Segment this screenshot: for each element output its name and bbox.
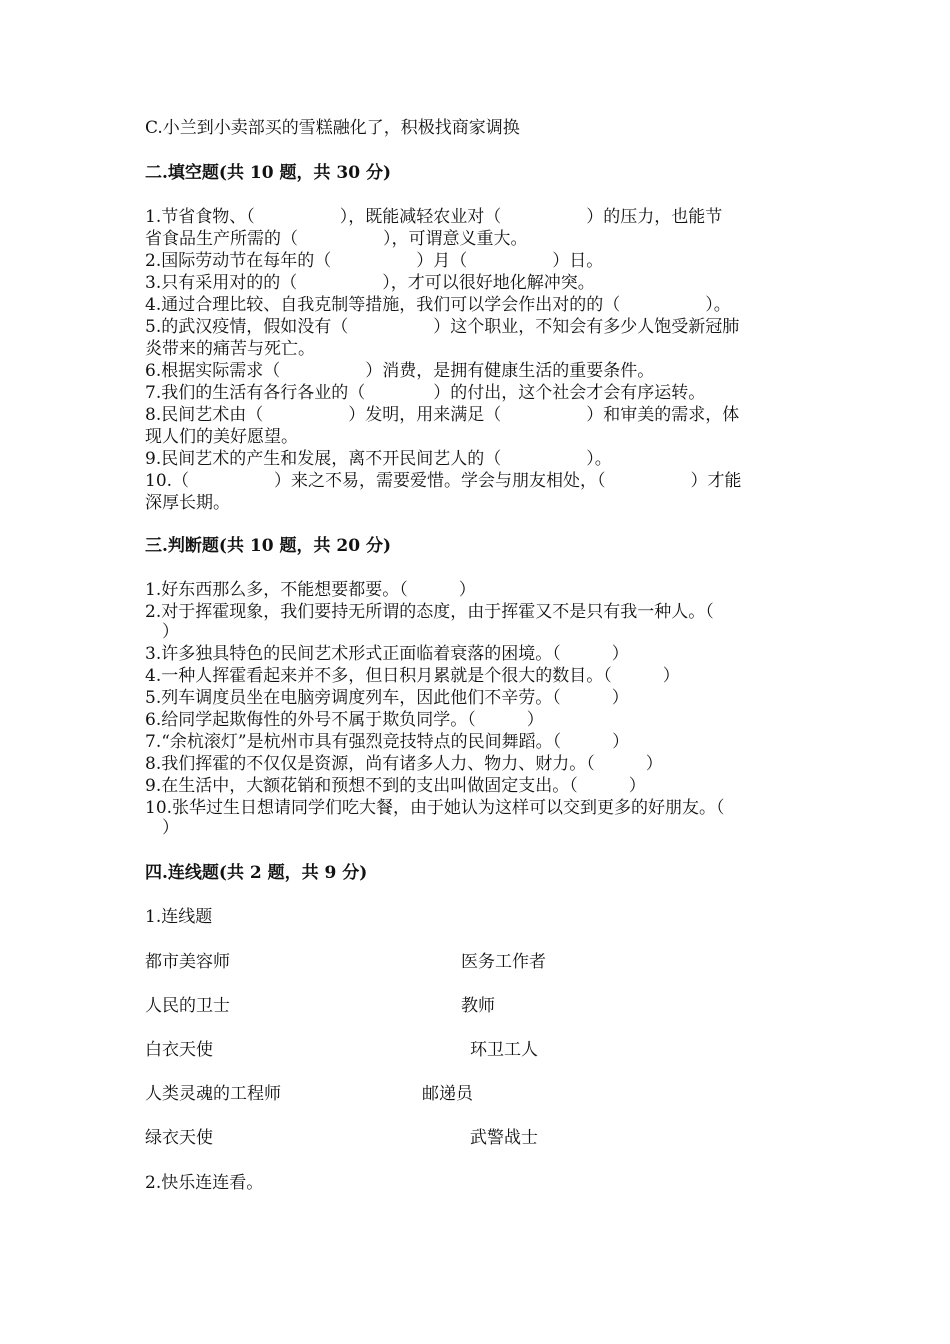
matching-q1-title: 1.连线题: [145, 907, 213, 927]
fill-line: 8.民间艺术由（ ）发明，用来满足（ ）和审美的需求，体: [145, 405, 740, 425]
judge-line: 10.张华过生日想请同学们吃大餐，由于她认为这样可以交到更多的好朋友。（: [145, 798, 725, 818]
match-right-item[interactable]: 教师: [461, 996, 495, 1016]
matching-q2-title: 2.快乐连连看。: [145, 1173, 264, 1193]
judge-line: ）: [145, 622, 179, 642]
judge-line: ）: [145, 818, 179, 838]
match-right-item[interactable]: 邮递员: [422, 1084, 473, 1104]
judge-line: 6.给同学起欺侮性的外号不属于欺负同学。（ ）: [145, 710, 544, 730]
match-right-item[interactable]: 医务工作者: [461, 952, 546, 972]
judge-line: 7.“余杭滚灯”是杭州市具有强烈竞技特点的民间舞蹈。（ ）: [145, 732, 630, 752]
match-left-item[interactable]: 人类灵魂的工程师: [145, 1084, 281, 1104]
fill-line: 10.（ ）来之不易，需要爱惜。学会与朋友相处，（ ）才能: [145, 471, 742, 491]
fill-line: 省食品生产所需的（ ），可谓意义重大。: [145, 229, 528, 249]
judge-line: 5.列车调度员坐在电脑旁调度列车，因此他们不辛劳。（ ）: [145, 688, 629, 708]
judge-line: 3.许多独具特色的民间艺术形式正面临着衰落的困境。（ ）: [145, 644, 629, 664]
fill-line: 4.通过合理比较、自我克制等措施，我们可以学会作出对的的（ ）。: [145, 295, 731, 315]
fill-line: 炎带来的痛苦与死亡。: [145, 339, 315, 359]
fill-line: 深厚长期。: [145, 493, 230, 513]
fill-line: 现人们的美好愿望。: [145, 427, 298, 447]
fill-line: 3.只有采用对的的（ ），才可以很好地化解冲突。: [145, 273, 595, 293]
judge-line: 8.我们挥霍的不仅仅是资源，尚有诸多人力、物力、财力。（ ）: [145, 754, 663, 774]
fill-line: 6.根据实际需求（ ）消费，是拥有健康生活的重要条件。: [145, 361, 655, 381]
match-left-item[interactable]: 人民的卫士: [145, 996, 230, 1016]
match-left-item[interactable]: 白衣天使: [145, 1040, 213, 1060]
fill-line: 9.民间艺术的产生和发展，离不开民间艺人的（ ）。: [145, 449, 612, 469]
judge-line: 4.一种人挥霍看起来并不多，但日积月累就是个很大的数目。（ ）: [145, 666, 680, 686]
fill-line: 1.节省食物、（ ），既能减轻农业对（ ）的压力，也能节: [145, 207, 723, 227]
judge-line: 9.在生活中，大额花销和预想不到的支出叫做固定支出。（ ）: [145, 776, 646, 796]
fill-line: 7.我们的生活有各行各业的（ ）的付出，这个社会才会有序运转。: [145, 383, 706, 403]
match-right-item[interactable]: 武警战士: [470, 1128, 538, 1148]
fill-blank-heading: 二.填空题(共 10 题，共 30 分): [145, 163, 391, 183]
previous-question-option-c: C.小兰到小卖部买的雪糕融化了，积极找商家调换: [145, 118, 520, 138]
judge-line: 2.对于挥霍现象，我们要持无所谓的态度，由于挥霍又不是只有我一种人。（: [145, 602, 714, 622]
fill-line: 5.的武汉疫情，假如没有（ ）这个职业，不知会有多少人饱受新冠肺: [145, 317, 740, 337]
match-right-item[interactable]: 环卫工人: [470, 1040, 538, 1060]
matching-heading: 四.连线题(共 2 题，共 9 分): [145, 863, 368, 883]
match-left-item[interactable]: 绿衣天使: [145, 1128, 213, 1148]
judge-heading: 三.判断题(共 10 题，共 20 分): [145, 536, 391, 556]
fill-line: 2.国际劳动节在每年的（ ）月（ ）日。: [145, 251, 604, 271]
match-left-item[interactable]: 都市美容师: [145, 952, 230, 972]
judge-line: 1.好东西那么多，不能想要都要。（ ）: [145, 580, 476, 600]
